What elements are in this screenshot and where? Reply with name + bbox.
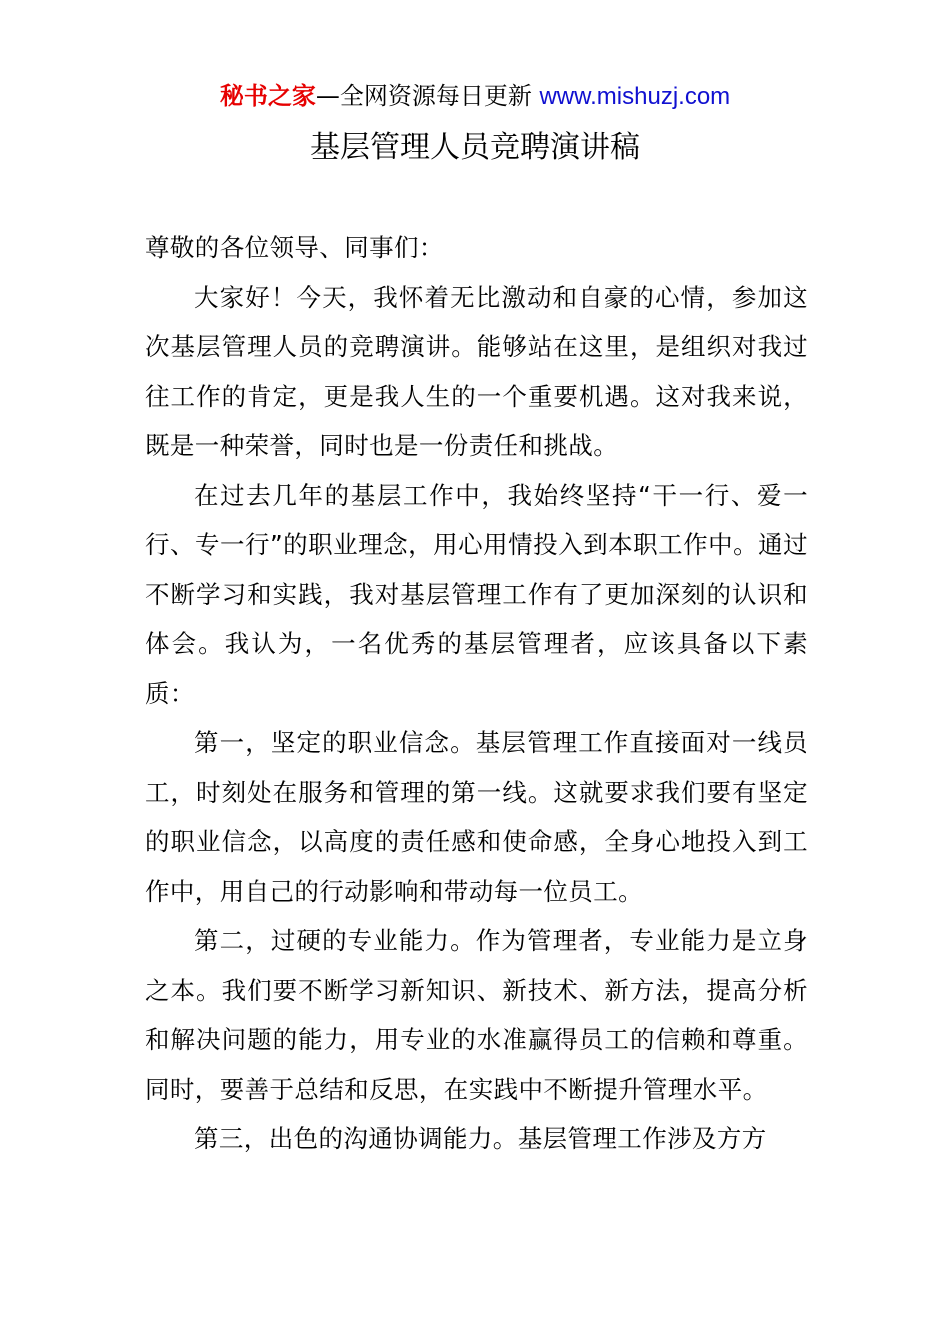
paragraph-quality-one: 第一，坚定的职业信念。基层管理工作直接面对一线员工，时刻处在服务和管理的第一线。这就要求我们要有坚定的职业信念，以高度的责任感和使命感，全身心地投入到工作中，用自己的行动影响和带动每一位员工。: [145, 728, 808, 906]
site-brand: 秘书之家: [219, 82, 316, 110]
paragraph-greeting: 大家好！今天，我怀着无比激动和自豪的心情，参加这次基层管理人员的竞聘演讲。能够站在这里，是组织对我过往工作的肯定，更是我人生的一个重要机遇。这对我来说，既是一种荣誉，同时也是一份责任和挑战。: [145, 282, 808, 460]
site-tagline: —全网资源每日更新: [315, 82, 540, 110]
site-url-link[interactable]: www.mishuzj.com: [539, 83, 731, 110]
document-body: [145, 223, 808, 1164]
document-title: 基层管理人员竞聘演讲稿: [310, 130, 640, 165]
paragraph-quality-three: 第三，出色的沟通协调能力。基层管理工作涉及方方: [194, 1124, 767, 1153]
salutation: 尊敬的各位领导、同事们：: [145, 233, 444, 262]
paragraph-quality-two: 第二，过硬的专业能力。作为管理者，专业能力是立身之本。我们要不断学习新知识、新技术、新方法，提高分析和解决问题的能力，用专业的水准赢得员工的信赖和尊重。同时，要善于总结和反思，在实践中不断提升管理水平。: [145, 926, 808, 1104]
paragraph-experience: 在过去几年的基层工作中，我始终坚持“干一行、爱一行、专一行”的职业理念，用心用情投入到本职工作中。通过不断学习和实践，我对基层管理工作有了更加深刻的认识和体会。我认为，一名优秀的基层管理者，应该具备以下素质：: [145, 480, 808, 708]
site-header: [0, 78, 950, 115]
